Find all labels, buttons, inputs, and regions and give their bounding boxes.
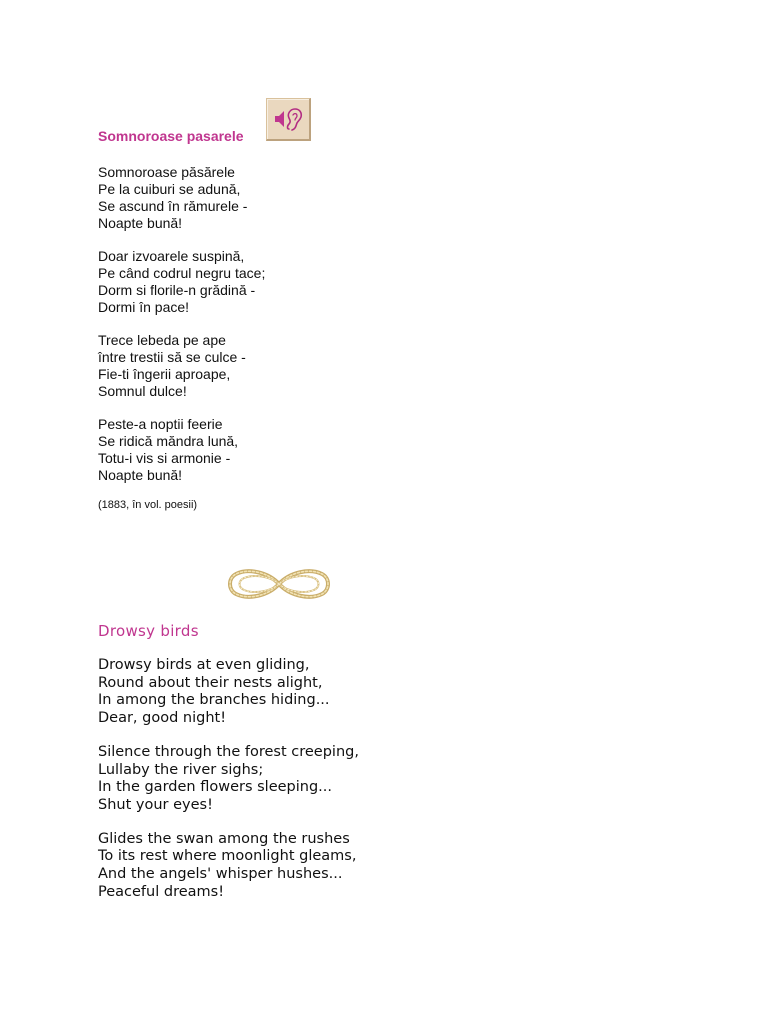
verse-line: Se ridică măndra lună, — [98, 433, 239, 449]
stanza — [98, 248, 265, 316]
verse-line: Fie-ti îngerii aproape, — [98, 366, 231, 382]
stanza — [98, 831, 359, 902]
verse-line: Pe la cuiburi se adună, — [98, 181, 241, 197]
verse-line: Somnul dulce! — [98, 383, 187, 399]
infinity-ornament-icon — [226, 564, 332, 609]
verse-line: Shut your eyes! — [98, 796, 213, 813]
verse-line: Lullaby the river sighs; — [98, 761, 264, 778]
verse-line: Se ascund în rămurele - — [98, 198, 248, 214]
stanza — [98, 164, 265, 232]
verse-line: Peaceful dreams! — [98, 883, 225, 900]
audio-play-button[interactable] — [266, 98, 311, 141]
verse-line: între trestii să se culce - — [98, 349, 246, 365]
verse-line: Doar izvoarele suspină, — [98, 248, 245, 264]
verse-line: Round about their nests alight, — [98, 674, 323, 691]
verse-line: Silence through the forest creeping, — [98, 743, 359, 760]
english-poem — [98, 657, 359, 917]
stanza — [98, 332, 265, 400]
verse-line: And the angels' whisper hushes... — [98, 866, 343, 883]
verse-line: Somnoroase păsărele — [98, 164, 235, 180]
verse-line: Peste-a noptii feerie — [98, 416, 223, 432]
verse-line: Drowsy birds at even gliding, — [98, 657, 310, 673]
verse-line: In the garden flowers sleeping... — [98, 779, 332, 796]
verse-line: Dormi în pace! — [98, 299, 190, 315]
verse-line: Noapte bună! — [98, 215, 183, 231]
stanza — [98, 744, 359, 815]
verse-line: Glides the swan among the rushes — [98, 830, 350, 847]
poem-source-note: (1883, în vol. poesii) — [98, 499, 198, 511]
verse-line: To its rest where moonlight gleams, — [98, 848, 357, 865]
verse-line: Noapte bună! — [98, 467, 183, 483]
romanian-poem-title: Somnoroase pasarele — [98, 128, 244, 144]
verse-line: Dorm si florile-n grădină - — [98, 282, 256, 298]
verse-line: Totu-i vis si armonie - — [98, 450, 231, 466]
verse-line: Dear, good night! — [98, 710, 227, 727]
romanian-poem — [98, 164, 265, 500]
verse-line: In among the branches hiding... — [98, 692, 330, 709]
verse-line: Trece lebeda pe ape — [98, 332, 226, 348]
verse-line: Pe când codrul negru tace; — [98, 265, 266, 281]
english-poem-title: Drowsy birds — [98, 622, 199, 640]
stanza — [98, 416, 265, 484]
speaker-ear-icon — [267, 99, 310, 140]
stanza — [98, 657, 359, 728]
